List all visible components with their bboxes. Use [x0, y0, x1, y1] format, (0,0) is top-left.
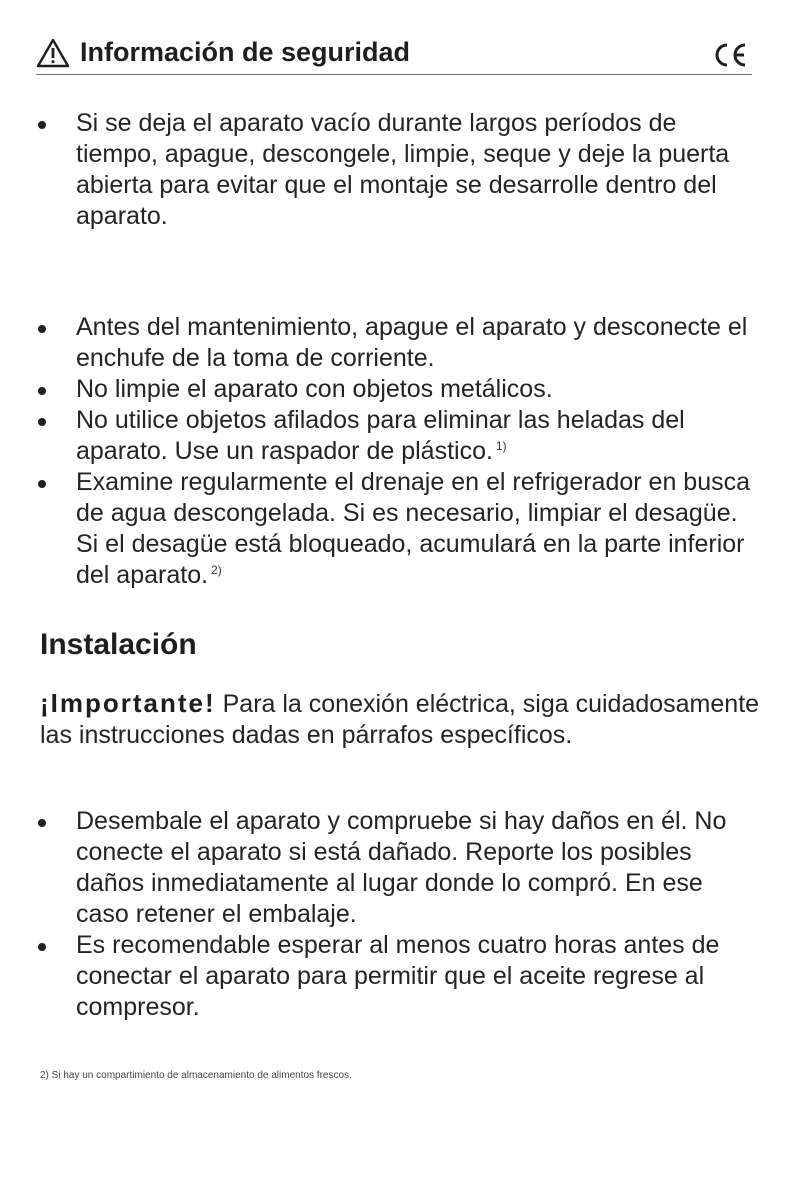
warning-triangle-icon [36, 38, 70, 68]
ce-mark-icon [712, 41, 748, 69]
bullet-icon [38, 943, 46, 951]
installation-title: Instalación [40, 628, 197, 661]
footnote-marker: 2) [211, 562, 222, 577]
page-footnote: 2) Si hay un compartimiento de almacenamiento de alimentos frescos. [40, 1070, 352, 1081]
safety-list-2 [0, 312, 794, 591]
safety-list-1 [0, 108, 794, 232]
list-item [0, 930, 794, 1023]
list-item [0, 806, 794, 930]
bullet-icon [38, 819, 46, 827]
bullet-icon [38, 480, 46, 488]
page-header [36, 34, 752, 75]
list-item-text: Desembale el aparato y compruebe si hay daños en él. No conecte el aparato si está dañado. Reporte los posibles daños inmediatamente al lugar donde lo compró. En ese caso retener el embalaje. [76, 807, 727, 928]
list-item-text: Examine regularmente el drenaje en el refrigerador en busca de agua descongelada. Si es necesario, limpiar el desagüe. Si el desagüe está bloqueado, acumulará en la parte inferior del aparato. [76, 468, 750, 589]
page-title: Información de seguridad [80, 37, 411, 67]
list-item [0, 467, 794, 591]
important-text: Para la conexión eléctrica, siga cuidadosamente las instrucciones dadas en párrafos específicos. [40, 690, 760, 749]
footnote-marker: 1) [495, 438, 507, 453]
important-note [40, 688, 760, 751]
list-item [0, 374, 794, 405]
list-item-text: Antes del mantenimiento, apague el aparato y desconecte el enchufe de la toma de corriente. [76, 313, 748, 372]
list-item [0, 405, 794, 467]
installation-list [0, 806, 794, 1023]
bullet-icon [38, 418, 46, 426]
bullet-icon [38, 387, 46, 395]
list-item-text: No limpie el aparato con objetos metálicos. [76, 375, 553, 403]
list-item-text: Es recomendable esperar al menos cuatro horas antes de conectar el aparato para permitir que el aceite regrese al compresor. [76, 931, 720, 1021]
bullet-icon [38, 121, 46, 129]
important-label: ¡Importante! [40, 688, 216, 718]
list-item-text: Si se deja el aparato vacío durante largos períodos de tiempo, apague, descongele, limpie, seque y deje la puerta abierta para evitar que el montaje se desarrolle dentro del aparato. [76, 109, 730, 230]
list-item [0, 108, 794, 232]
list-item [0, 312, 794, 374]
list-item-text: No utilice objetos afilados para eliminar las heladas del aparato. Use un raspador de plástico. [76, 406, 685, 465]
bullet-icon [38, 325, 46, 333]
